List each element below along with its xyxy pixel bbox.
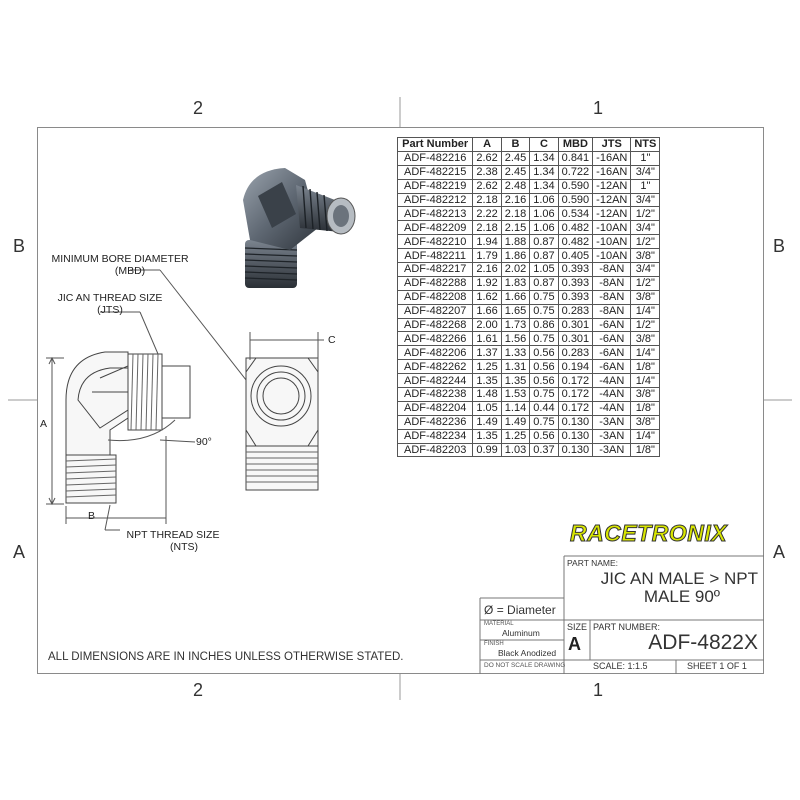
table-cell: ADF-482212 <box>398 193 473 207</box>
material-label: MATERIAL <box>484 621 514 627</box>
racetronix-logo: RACETRONIX <box>570 520 728 546</box>
table-cell: -4AN <box>593 401 631 415</box>
table-cell: ADF-482204 <box>398 401 473 415</box>
table-cell: -16AN <box>593 151 631 165</box>
table-cell: 3/4" <box>631 221 660 235</box>
table-cell: -10AN <box>593 221 631 235</box>
table-cell: 1/4" <box>631 429 660 443</box>
table-cell: -8AN <box>593 290 631 304</box>
table-cell: 1.35 <box>473 429 501 443</box>
table-cell: 1/4" <box>631 304 660 318</box>
table-cell: 1.48 <box>473 388 501 402</box>
table-cell: 1.53 <box>501 388 529 402</box>
zone-marker-top-2: 2 <box>193 98 204 118</box>
table-cell: -8AN <box>593 276 631 290</box>
table-cell: ADF-482217 <box>398 263 473 277</box>
table-cell: ADF-482266 <box>398 332 473 346</box>
table-cell: -12AN <box>593 207 631 221</box>
nts-callout-line2: (NTS) <box>170 541 198 553</box>
mbd-callout <box>40 253 200 277</box>
table-cell: 2.45 <box>501 151 529 165</box>
table-cell: 1.61 <box>473 332 501 346</box>
table-cell: 3/8" <box>631 388 660 402</box>
table-cell: 1/4" <box>631 374 660 388</box>
table-cell: 1.35 <box>473 374 501 388</box>
table-cell: 1.34 <box>530 165 558 179</box>
table-cell: 1.66 <box>501 290 529 304</box>
table-cell: 1.06 <box>530 193 558 207</box>
table-cell: 0.44 <box>530 401 558 415</box>
table-cell: 0.172 <box>558 374 593 388</box>
table-cell: -8AN <box>593 304 631 318</box>
table-cell: 1.65 <box>501 304 529 318</box>
table-cell: -6AN <box>593 318 631 332</box>
column-header: C <box>530 138 558 152</box>
table-cell: -10AN <box>593 249 631 263</box>
table-cell: 0.130 <box>558 415 593 429</box>
table-cell: ADF-482234 <box>398 429 473 443</box>
diameter-text: = Diameter <box>496 603 556 617</box>
table-cell: 0.86 <box>530 318 558 332</box>
zone-marker-bottom-1: 1 <box>593 680 604 700</box>
table-cell: 1/8" <box>631 401 660 415</box>
table-cell: 0.172 <box>558 388 593 402</box>
part-name-value <box>566 570 758 606</box>
table-cell: 1.05 <box>530 263 558 277</box>
table-cell: ADF-482215 <box>398 165 473 179</box>
table-cell: 1/4" <box>631 346 660 360</box>
table-cell: 0.87 <box>530 276 558 290</box>
table-cell: 2.45 <box>501 165 529 179</box>
zone-marker-right-b: B <box>773 236 786 256</box>
table-cell: ADF-482208 <box>398 290 473 304</box>
table-cell: 2.00 <box>473 318 501 332</box>
table-cell: 0.56 <box>530 429 558 443</box>
table-cell: 0.75 <box>530 388 558 402</box>
table-cell: 0.482 <box>558 221 593 235</box>
table-cell: ADF-482211 <box>398 249 473 263</box>
table-cell: 1" <box>631 151 660 165</box>
table-cell: ADF-482210 <box>398 235 473 249</box>
table-cell: 1.06 <box>530 221 558 235</box>
table-cell: ADF-482288 <box>398 276 473 290</box>
table-cell: -3AN <box>593 429 631 443</box>
table-cell: 1/2" <box>631 207 660 221</box>
size-value: A <box>568 634 581 654</box>
table-cell: 2.15 <box>501 221 529 235</box>
dimension-b-label: B <box>88 510 96 522</box>
table-cell: 0.75 <box>530 290 558 304</box>
table-cell: 0.75 <box>530 332 558 346</box>
table-cell: 1" <box>631 179 660 193</box>
diameter-legend <box>484 603 556 617</box>
table-cell: 0.283 <box>558 346 593 360</box>
table-cell: 1.34 <box>530 179 558 193</box>
table-cell: 1.86 <box>501 249 529 263</box>
table-cell: 0.301 <box>558 318 593 332</box>
sheet-text: SHEET 1 OF 1 <box>687 661 747 671</box>
table-cell: 1.62 <box>473 290 501 304</box>
table-cell: 1/2" <box>631 318 660 332</box>
fitting-front-view <box>246 332 324 490</box>
table-cell: 0.283 <box>558 304 593 318</box>
table-cell: 1.31 <box>501 360 529 374</box>
table-cell: 0.194 <box>558 360 593 374</box>
table-cell: -6AN <box>593 332 631 346</box>
nts-callout <box>118 529 228 553</box>
column-header: MBD <box>558 138 593 152</box>
table-cell: -4AN <box>593 374 631 388</box>
table-cell: ADF-482209 <box>398 221 473 235</box>
fitting-3d-view <box>243 168 355 288</box>
table-cell: -12AN <box>593 193 631 207</box>
diameter-symbol: Ø <box>484 603 494 617</box>
table-cell: 0.405 <box>558 249 593 263</box>
finish-label: FINISH <box>484 641 504 647</box>
do-not-scale-note: DO NOT SCALE DRAWING <box>484 662 566 669</box>
table-cell: 1.05 <box>473 401 501 415</box>
table-cell: 2.48 <box>501 179 529 193</box>
table-cell: -8AN <box>593 263 631 277</box>
table-cell: -3AN <box>593 443 631 457</box>
table-cell: 1.56 <box>501 332 529 346</box>
table-cell: 1.92 <box>473 276 501 290</box>
table-cell: -16AN <box>593 165 631 179</box>
table-cell: 0.87 <box>530 249 558 263</box>
table-cell: 2.22 <box>473 207 501 221</box>
table-cell: 1.49 <box>473 415 501 429</box>
table-cell: 1/2" <box>631 235 660 249</box>
zone-marker-left-a: A <box>13 542 26 562</box>
part-number-value: ADF-4822X <box>648 631 758 654</box>
column-header: B <box>501 138 529 152</box>
table-cell: 0.75 <box>530 304 558 318</box>
table-cell: 1.37 <box>473 346 501 360</box>
table-cell: 0.301 <box>558 332 593 346</box>
table-cell: 0.482 <box>558 235 593 249</box>
table-cell: 0.393 <box>558 276 593 290</box>
angle-label: 90° <box>196 436 212 448</box>
table-cell: 1.06 <box>530 207 558 221</box>
table-cell: 2.18 <box>501 207 529 221</box>
table-cell: 0.841 <box>558 151 593 165</box>
table-cell: -4AN <box>593 388 631 402</box>
table-cell: 0.393 <box>558 263 593 277</box>
part-number-label: PART NUMBER: <box>593 622 661 632</box>
table-cell: 2.16 <box>501 193 529 207</box>
table-cell: 2.02 <box>501 263 529 277</box>
column-header: Part Number <box>398 138 473 152</box>
mbd-callout-line2: (MBD) <box>114 265 146 277</box>
jts-callout <box>40 292 180 316</box>
table-cell: 2.62 <box>473 179 501 193</box>
dimension-c-label: C <box>328 334 336 346</box>
size-label: SIZE <box>567 622 588 632</box>
table-cell: 1.25 <box>501 429 529 443</box>
table-cell: 0.590 <box>558 179 593 193</box>
table-cell: ADF-482207 <box>398 304 473 318</box>
table-cell: 3/4" <box>631 165 660 179</box>
table-cell: 2.38 <box>473 165 501 179</box>
table-cell: ADF-482216 <box>398 151 473 165</box>
zone-marker-right-a: A <box>773 542 786 562</box>
table-cell: ADF-482219 <box>398 179 473 193</box>
table-cell: 3/4" <box>631 263 660 277</box>
table-cell: 0.56 <box>530 374 558 388</box>
part-name-line1: JIC AN MALE > NPT <box>600 569 758 588</box>
table-cell: 1.35 <box>501 374 529 388</box>
table-cell: 2.18 <box>473 193 501 207</box>
table-cell: ADF-482236 <box>398 415 473 429</box>
table-cell: -12AN <box>593 179 631 193</box>
table-cell: 1.79 <box>473 249 501 263</box>
jts-callout-line1: JIC AN THREAD SIZE <box>57 292 163 304</box>
table-cell: -6AN <box>593 360 631 374</box>
table-cell: -10AN <box>593 235 631 249</box>
dimension-a-label: A <box>40 418 48 430</box>
mbd-callout-line1: MINIMUM BORE DIAMETER <box>51 253 189 265</box>
table-cell: 0.37 <box>530 443 558 457</box>
table-cell: 2.16 <box>473 263 501 277</box>
table-cell: ADF-482244 <box>398 374 473 388</box>
table-cell: 0.87 <box>530 235 558 249</box>
column-header: NTS <box>631 138 660 152</box>
table-cell: 0.722 <box>558 165 593 179</box>
scale-text: SCALE: 1:1.5 <box>593 661 648 671</box>
table-cell: ADF-482203 <box>398 443 473 457</box>
table-cell: 3/4" <box>631 193 660 207</box>
finish-value: Black Anodized <box>498 648 557 658</box>
table-cell: 1.03 <box>501 443 529 457</box>
table-cell: 0.56 <box>530 360 558 374</box>
table-cell: 1.25 <box>473 360 501 374</box>
table-cell: 1.66 <box>473 304 501 318</box>
table-cell: ADF-482206 <box>398 346 473 360</box>
table-cell: 3/8" <box>631 415 660 429</box>
part-name-line2: MALE 90º <box>643 587 720 606</box>
table-cell: 1.83 <box>501 276 529 290</box>
table-cell: 3/8" <box>631 249 660 263</box>
zone-marker-bottom-2: 2 <box>193 680 204 700</box>
table-cell: 1.49 <box>501 415 529 429</box>
zone-marker-left-b: B <box>13 236 26 256</box>
units-note: ALL DIMENSIONS ARE IN INCHES UNLESS OTHERWISE STATED. <box>48 651 404 663</box>
nts-callout-line1: NPT THREAD SIZE <box>126 529 220 541</box>
table-cell: 1/8" <box>631 443 660 457</box>
table-cell: 0.534 <box>558 207 593 221</box>
table-cell: 0.590 <box>558 193 593 207</box>
table-cell: -3AN <box>593 415 631 429</box>
table-cell: 0.393 <box>558 290 593 304</box>
table-cell: 0.172 <box>558 401 593 415</box>
table-cell: 0.75 <box>530 415 558 429</box>
table-cell: 1.94 <box>473 235 501 249</box>
table-cell: 0.56 <box>530 346 558 360</box>
table-cell: 2.62 <box>473 151 501 165</box>
table-cell: ADF-482268 <box>398 318 473 332</box>
table-cell: 1.73 <box>501 318 529 332</box>
table-cell: 0.99 <box>473 443 501 457</box>
table-cell: 1/2" <box>631 276 660 290</box>
table-cell: ADF-482213 <box>398 207 473 221</box>
table-cell: 1/8" <box>631 360 660 374</box>
table-cell: ADF-482238 <box>398 388 473 402</box>
table-cell: 2.18 <box>473 221 501 235</box>
material-value: Aluminum <box>502 628 540 638</box>
column-header: A <box>473 138 501 152</box>
zone-marker-top-1: 1 <box>593 98 604 118</box>
table-cell: 3/8" <box>631 332 660 346</box>
table-cell: 3/8" <box>631 290 660 304</box>
table-cell: 1.34 <box>530 151 558 165</box>
table-cell: ADF-482262 <box>398 360 473 374</box>
table-cell: 0.130 <box>558 429 593 443</box>
table-cell: -6AN <box>593 346 631 360</box>
table-cell: 1.14 <box>501 401 529 415</box>
table-cell: 0.130 <box>558 443 593 457</box>
table-cell: 1.88 <box>501 235 529 249</box>
column-header: JTS <box>593 138 631 152</box>
table-cell: 1.33 <box>501 346 529 360</box>
jts-callout-line2: (JTS) <box>97 304 123 316</box>
part-name-label: PART NAME: <box>567 558 619 568</box>
